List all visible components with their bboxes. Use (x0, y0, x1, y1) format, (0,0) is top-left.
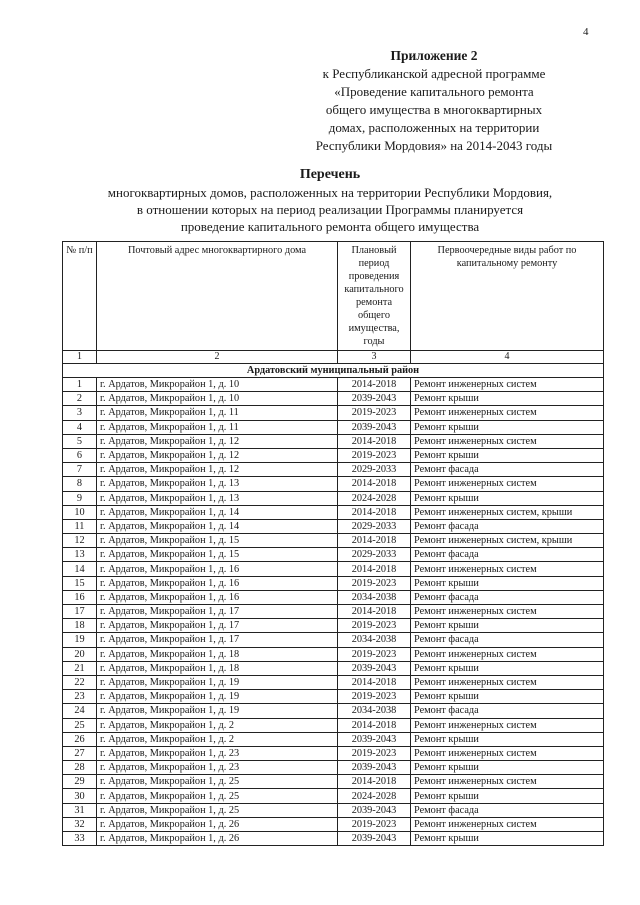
table-row (63, 562, 604, 576)
row-address: г. Ардатов, Микрорайон 1, д. 10 (97, 392, 338, 406)
row-work: Ремонт крыши (411, 392, 604, 406)
table-row (63, 732, 604, 746)
row-period: 2039-2043 (338, 420, 411, 434)
row-number: 14 (63, 562, 97, 576)
row-period: 2014-2018 (338, 605, 411, 619)
row-address: г. Ардатов, Микрорайон 1, д. 11 (97, 406, 338, 420)
row-number: 28 (63, 761, 97, 775)
row-address: г. Ардатов, Микрорайон 1, д. 2 (97, 732, 338, 746)
row-address: г. Ардатов, Микрорайон 1, д. 11 (97, 420, 338, 434)
row-work: Ремонт инженерных систем (411, 675, 604, 689)
table-row (63, 803, 604, 817)
row-period: 2014-2018 (338, 378, 411, 392)
table-row (63, 619, 604, 633)
appendix-line: «Проведение капитального ремонта (334, 84, 534, 99)
table-row (63, 605, 604, 619)
table-row (63, 661, 604, 675)
row-period: 2034-2038 (338, 704, 411, 718)
row-period: 2019-2023 (338, 817, 411, 831)
row-address: г. Ардатов, Микрорайон 1, д. 25 (97, 803, 338, 817)
row-number: 29 (63, 775, 97, 789)
row-period: 2014-2018 (338, 434, 411, 448)
header-address: Почтовый адрес многоквартирного дома (97, 242, 338, 351)
row-period: 2019-2023 (338, 619, 411, 633)
appendix-line: к Республиканской адресной программе (322, 66, 546, 81)
row-address: г. Ардатов, Микрорайон 1, д. 17 (97, 619, 338, 633)
table-row (63, 590, 604, 604)
table-row (63, 704, 604, 718)
page-number: 4 (583, 26, 589, 38)
row-number: 6 (63, 448, 97, 462)
row-address: г. Ардатов, Микрорайон 1, д. 13 (97, 477, 338, 491)
row-work: Ремонт крыши (411, 420, 604, 434)
table-row (63, 647, 604, 661)
document-subtitle-line: многоквартирных домов, расположенных на территории Республики Мордовия, (107, 185, 553, 200)
row-period: 2014-2018 (338, 775, 411, 789)
row-period: 2019-2023 (338, 576, 411, 590)
column-number: 3 (338, 351, 411, 364)
row-work: Ремонт инженерных систем (411, 605, 604, 619)
row-number: 19 (63, 633, 97, 647)
row-work: Ремонт инженерных систем (411, 477, 604, 491)
row-period: 2014-2018 (338, 675, 411, 689)
table-row (63, 534, 604, 548)
row-work: Ремонт фасада (411, 463, 604, 477)
row-work: Ремонт фасада (411, 519, 604, 533)
row-number: 9 (63, 491, 97, 505)
row-number: 10 (63, 505, 97, 519)
row-address: г. Ардатов, Микрорайон 1, д. 15 (97, 534, 338, 548)
row-work: Ремонт крыши (411, 732, 604, 746)
row-period: 2019-2023 (338, 690, 411, 704)
table-row (63, 406, 604, 420)
row-number: 30 (63, 789, 97, 803)
table-header-row (63, 242, 604, 351)
row-address: г. Ардатов, Микрорайон 1, д. 10 (97, 378, 338, 392)
row-work: Ремонт фасада (411, 704, 604, 718)
appendix-title: Приложение 2 (390, 48, 478, 63)
row-work: Ремонт крыши (411, 761, 604, 775)
row-work: Ремонт инженерных систем (411, 434, 604, 448)
row-work: Ремонт фасада (411, 633, 604, 647)
row-period: 2034-2038 (338, 633, 411, 647)
row-number: 2 (63, 392, 97, 406)
header-number: № п/п (63, 242, 97, 351)
table-row (63, 392, 604, 406)
row-address: г. Ардатов, Микрорайон 1, д. 14 (97, 505, 338, 519)
table-row (63, 633, 604, 647)
row-number: 33 (63, 832, 97, 846)
table-row (63, 477, 604, 491)
row-number: 25 (63, 718, 97, 732)
row-period: 2019-2023 (338, 406, 411, 420)
row-address: г. Ардатов, Микрорайон 1, д. 16 (97, 590, 338, 604)
row-address: г. Ардатов, Микрорайон 1, д. 19 (97, 690, 338, 704)
row-period: 2014-2018 (338, 562, 411, 576)
row-work: Ремонт крыши (411, 789, 604, 803)
row-address: г. Ардатов, Микрорайон 1, д. 17 (97, 605, 338, 619)
table-row (63, 420, 604, 434)
row-address: г. Ардатов, Микрорайон 1, д. 26 (97, 817, 338, 831)
document-title: Перечень (299, 167, 361, 182)
table-row (63, 378, 604, 392)
row-number: 21 (63, 661, 97, 675)
table-row (63, 832, 604, 846)
row-work: Ремонт крыши (411, 690, 604, 704)
row-address: г. Ардатов, Микрорайон 1, д. 16 (97, 562, 338, 576)
row-number: 15 (63, 576, 97, 590)
table-row (63, 505, 604, 519)
row-number: 20 (63, 647, 97, 661)
table-row (63, 463, 604, 477)
row-work: Ремонт инженерных систем (411, 378, 604, 392)
row-number: 12 (63, 534, 97, 548)
table-row (63, 576, 604, 590)
housing-table (62, 241, 604, 846)
column-number: 4 (411, 351, 604, 364)
row-address: г. Ардатов, Микрорайон 1, д. 26 (97, 832, 338, 846)
row-address: г. Ардатов, Микрорайон 1, д. 23 (97, 761, 338, 775)
row-period: 2024-2028 (338, 491, 411, 505)
row-period: 2029-2033 (338, 548, 411, 562)
row-address: г. Ардатов, Микрорайон 1, д. 18 (97, 647, 338, 661)
row-address: г. Ардатов, Микрорайон 1, д. 2 (97, 718, 338, 732)
row-period: 2019-2023 (338, 746, 411, 760)
row-address: г. Ардатов, Микрорайон 1, д. 13 (97, 491, 338, 505)
row-period: 2039-2043 (338, 832, 411, 846)
row-number: 3 (63, 406, 97, 420)
row-work: Ремонт крыши (411, 491, 604, 505)
row-number: 11 (63, 519, 97, 533)
row-work: Ремонт инженерных систем, крыши (411, 505, 604, 519)
table-row (63, 817, 604, 831)
row-period: 2039-2043 (338, 392, 411, 406)
appendix-line: Республики Мордовия» на 2014-2043 годы (315, 138, 553, 153)
table-row (63, 434, 604, 448)
row-period: 2019-2023 (338, 448, 411, 462)
row-period: 2039-2043 (338, 761, 411, 775)
row-period: 2039-2043 (338, 732, 411, 746)
document-subtitle-line: в отношении которых на период реализации Программы планируется (136, 202, 524, 217)
row-address: г. Ардатов, Микрорайон 1, д. 25 (97, 789, 338, 803)
row-address: г. Ардатов, Микрорайон 1, д. 18 (97, 661, 338, 675)
table-row (63, 761, 604, 775)
row-address: г. Ардатов, Микрорайон 1, д. 16 (97, 576, 338, 590)
row-work: Ремонт крыши (411, 619, 604, 633)
row-number: 16 (63, 590, 97, 604)
row-work: Ремонт инженерных систем (411, 817, 604, 831)
row-address: г. Ардатов, Микрорайон 1, д. 17 (97, 633, 338, 647)
row-work: Ремонт инженерных систем (411, 746, 604, 760)
row-period: 2029-2033 (338, 463, 411, 477)
appendix-line: домах, расположенных на территории (328, 120, 540, 135)
row-period: 2039-2043 (338, 803, 411, 817)
table-row (63, 548, 604, 562)
row-work: Ремонт инженерных систем (411, 718, 604, 732)
row-work: Ремонт фасада (411, 803, 604, 817)
table-row (63, 718, 604, 732)
row-work: Ремонт крыши (411, 448, 604, 462)
row-address: г. Ардатов, Микрорайон 1, д. 12 (97, 448, 338, 462)
row-address: г. Ардатов, Микрорайон 1, д. 19 (97, 675, 338, 689)
table-row (63, 789, 604, 803)
row-period: 2014-2018 (338, 718, 411, 732)
row-number: 23 (63, 690, 97, 704)
row-number: 32 (63, 817, 97, 831)
row-work: Ремонт инженерных систем (411, 562, 604, 576)
table-row (63, 491, 604, 505)
row-period: 2014-2018 (338, 505, 411, 519)
table-row (63, 675, 604, 689)
row-number: 22 (63, 675, 97, 689)
row-period: 2029-2033 (338, 519, 411, 533)
row-address: г. Ардатов, Микрорайон 1, д. 12 (97, 434, 338, 448)
district-row (63, 364, 604, 378)
row-address: г. Ардатов, Микрорайон 1, д. 12 (97, 463, 338, 477)
row-period: 2019-2023 (338, 647, 411, 661)
row-address: г. Ардатов, Микрорайон 1, д. 23 (97, 746, 338, 760)
table-row (63, 775, 604, 789)
table-body (63, 378, 604, 846)
header-work: Первоочередные виды работ по капитальному ремонту (411, 242, 604, 351)
document-subtitle-line: проведение капитального ремонта общего имущества (180, 219, 480, 234)
column-number: 2 (97, 351, 338, 364)
table-row (63, 690, 604, 704)
table-row (63, 519, 604, 533)
row-address: г. Ардатов, Микрорайон 1, д. 25 (97, 775, 338, 789)
row-number: 26 (63, 732, 97, 746)
row-number: 24 (63, 704, 97, 718)
row-period: 2039-2043 (338, 661, 411, 675)
row-address: г. Ардатов, Микрорайон 1, д. 15 (97, 548, 338, 562)
row-work: Ремонт крыши (411, 832, 604, 846)
row-number: 1 (63, 378, 97, 392)
row-work: Ремонт фасада (411, 590, 604, 604)
column-number-row (63, 351, 604, 364)
row-work: Ремонт крыши (411, 576, 604, 590)
row-period: 2024-2028 (338, 789, 411, 803)
district-name: Ардатовский муниципальный район (63, 364, 604, 378)
row-number: 7 (63, 463, 97, 477)
row-number: 4 (63, 420, 97, 434)
table-row (63, 746, 604, 760)
row-period: 2034-2038 (338, 590, 411, 604)
row-address: г. Ардатов, Микрорайон 1, д. 19 (97, 704, 338, 718)
row-number: 17 (63, 605, 97, 619)
table-row (63, 448, 604, 462)
row-number: 8 (63, 477, 97, 491)
row-number: 31 (63, 803, 97, 817)
row-work: Ремонт крыши (411, 661, 604, 675)
row-number: 13 (63, 548, 97, 562)
row-number: 5 (63, 434, 97, 448)
row-work: Ремонт инженерных систем (411, 775, 604, 789)
appendix-line: общего имущества в многоквартирных (325, 102, 543, 117)
appendix-block (284, 47, 584, 155)
row-number: 18 (63, 619, 97, 633)
row-work: Ремонт инженерных систем, крыши (411, 534, 604, 548)
document-title-block (60, 165, 600, 235)
row-number: 27 (63, 746, 97, 760)
row-address: г. Ардатов, Микрорайон 1, д. 14 (97, 519, 338, 533)
row-work: Ремонт инженерных систем (411, 647, 604, 661)
row-period: 2014-2018 (338, 477, 411, 491)
column-number: 1 (63, 351, 97, 364)
header-period: Плановый период проведения капитального ремонта общего имущества, годы (338, 242, 411, 351)
row-work: Ремонт инженерных систем (411, 406, 604, 420)
row-work: Ремонт фасада (411, 548, 604, 562)
row-period: 2014-2018 (338, 534, 411, 548)
